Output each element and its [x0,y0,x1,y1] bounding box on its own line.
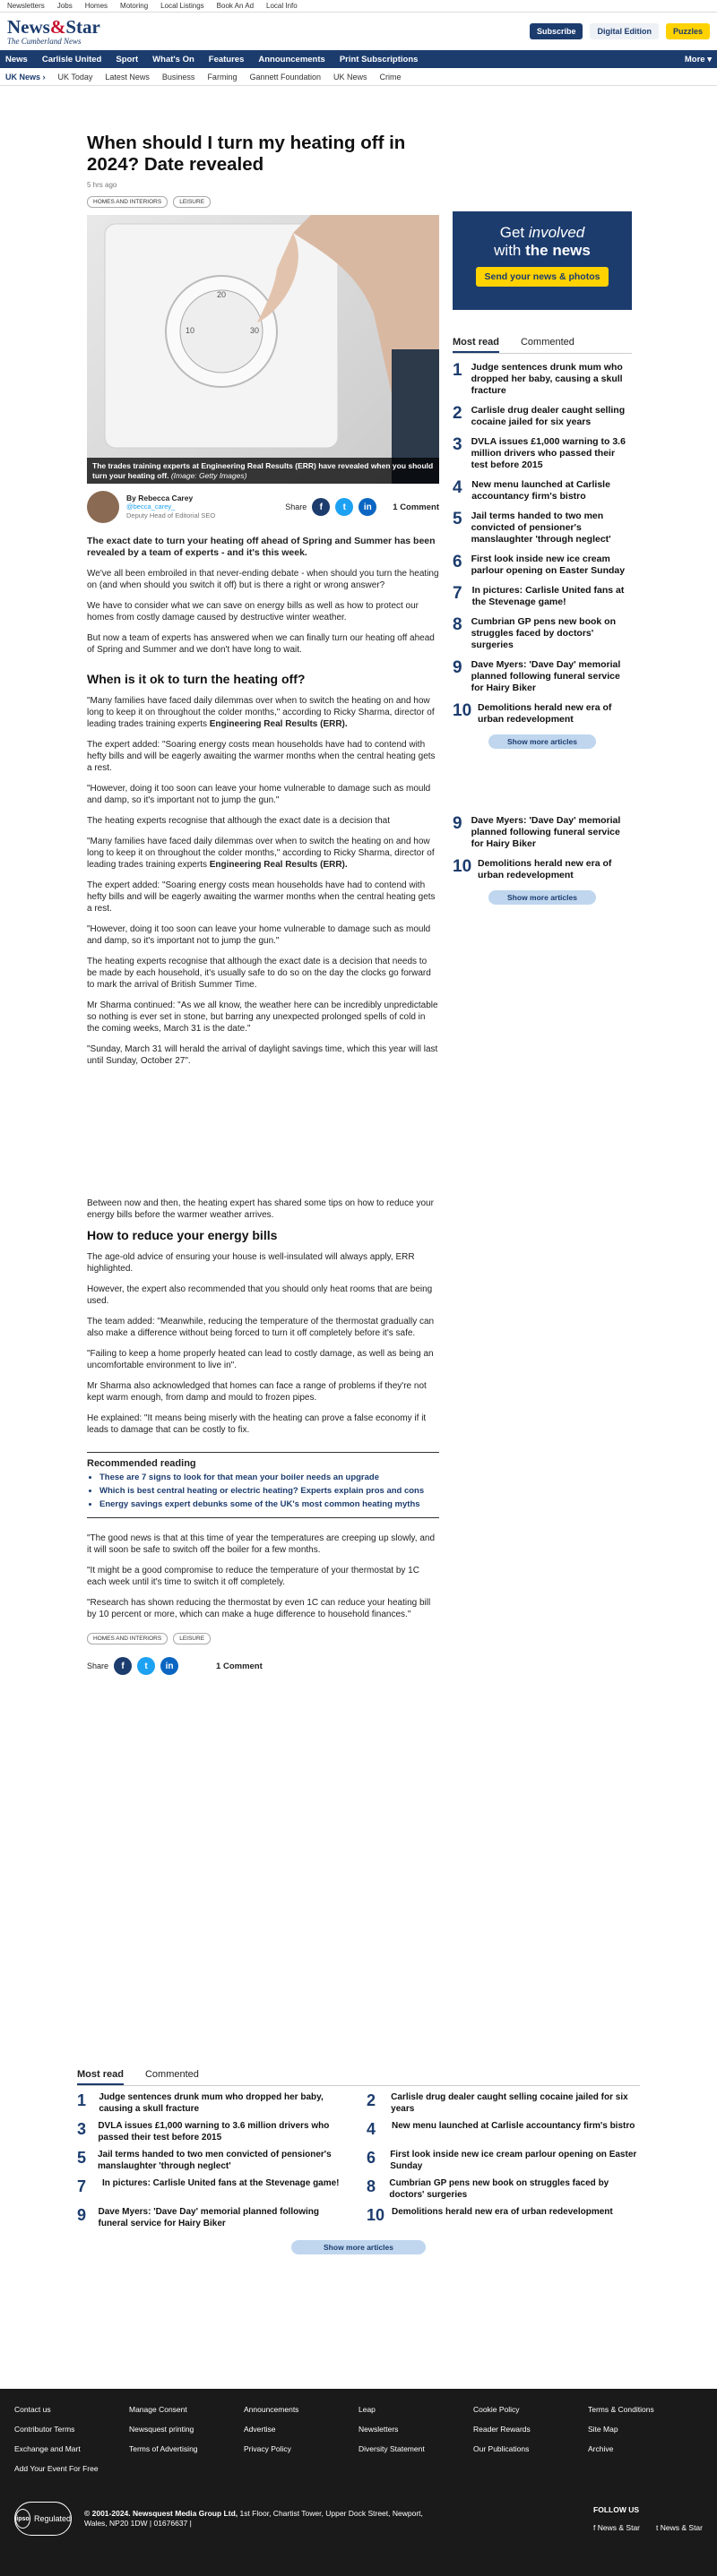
nav-item[interactable]: Sport [116,54,139,64]
err-link[interactable]: Engineering Real Results (ERR). [209,860,348,870]
share-label: Share [87,1662,109,1670]
nav-item[interactable]: Print Subscriptions [339,54,419,64]
rank-number: 4 [453,478,462,497]
paragraph: Between now and then, the heating expert has shared some tips on how to reduce your energy bills before the warmer weather arrives. [87,1198,434,1220]
linkedin-icon[interactable]: in [358,498,376,516]
most-read-item[interactable] [367,2092,640,2115]
rank-number: 6 [453,553,462,571]
rank-number: 5 [77,2149,87,2167]
paragraph: The expert added: "Soaring energy costs mean households have had to contend with hefty bills and will be eagerly awaiting the warmer months when the central heating gets a rest. [87,880,436,914]
most-read-title[interactable]: New menu launched at Carlisle accountancy firm's bistro [392,2121,635,2131]
footer-link[interactable]: Reader Rewards [473,2425,531,2434]
svg-text:20: 20 [216,290,227,299]
paragraph: "Many families have faced daily dilemmas over when to switch the heating on and how long to keep it on throughout the colder months," according to Ricky Sharma, director of leading trades training experts Engineering Real Results (ERR). [87,696,435,729]
subnav-item[interactable]: UK Today [57,72,93,82]
article-timestamp: 5 hrs ago [87,181,117,189]
most-read-title[interactable]: Dave Myers: 'Dave Day' memorial planned following funeral service for Hairy Biker [471,659,621,693]
paragraph: The team added: "Meanwhile, reducing the temperature of the thermostat gradually can also make a difference without being forced to turn it off completely before it's safe. [87,1317,435,1338]
most-read-item[interactable] [453,815,632,850]
paragraph: "Sunday, March 31 will herald the arrival of daylight savings time, which this year will last until Sunday, October 27". [87,1044,438,1066]
subnav-item[interactable]: Business [161,72,195,82]
footer-link[interactable]: Contact us [14,2405,51,2414]
ipso-icon: ipso [15,2509,30,2529]
footer-link[interactable]: Exchange and Mart [14,2444,81,2453]
footer-link[interactable]: Contributor Terms [14,2425,75,2434]
paragraph: The heating experts recognise that although the exact date is a decision that [87,816,390,826]
send-news-button[interactable]: Send your news & photos [476,267,609,287]
rank-number: 2 [367,2091,376,2109]
most-read-title[interactable]: Cumbrian GP pens new book on struggles faced by doctors' surgeries [471,616,616,650]
paragraph: "However, doing it too soon can leave your home vulnerable to damage such as mould and damp, so it's important not to jump the gun." [87,784,431,805]
comment-count[interactable]: 1 Comment [216,1661,263,1671]
twitter-icon[interactable]: t [335,498,353,516]
article-body [87,536,439,1620]
show-more-button[interactable]: Show more articles [488,890,596,905]
most-read-title[interactable]: Carlisle drug dealer caught selling cocaine jailed for six years [471,405,626,427]
subnav-item[interactable]: Latest News [105,72,150,82]
most-read-title[interactable]: Carlisle drug dealer caught selling cocaine jailed for six years [391,2092,628,2114]
tag-chip[interactable]: LEISURE [173,1633,211,1644]
most-read-item[interactable] [453,616,632,651]
most-read-item[interactable] [453,405,632,428]
copyright: © 2001-2024. Newsquest Media Group Ltd, 1st Floor, Chartist Tower, Upper Dock Street, Newport, Wales, NP20 1DW | 01676637 | [84,2509,423,2528]
rank-number: 7 [453,584,462,603]
paragraph: But now a team of experts has answered when we can finally turn our heating off ahead of Spring and Summer and we don't have long to wait. [87,633,435,655]
most-read-item[interactable] [367,2178,640,2201]
subscribe-button[interactable]: Subscribe [530,23,583,39]
facebook-link[interactable]: f News & Star [593,2523,641,2532]
rank-number: 8 [453,615,462,634]
most-read-item[interactable] [77,2178,350,2201]
most-read-title[interactable]: Demolitions herald new era of urban redevelopment [478,702,612,725]
footer-link[interactable]: Newsletters [358,2425,399,2434]
most-read-list [453,362,632,726]
most-read-item[interactable] [453,702,632,726]
paragraph: We have to consider what we can save on energy bills as well as how to protect our homes from costly damage caused by destructive winter weather. [87,601,419,623]
comment-count[interactable]: 1 Comment [393,502,439,512]
tab-most-read[interactable]: Most read [453,337,499,353]
recommended-title: Recommended reading [87,1458,196,1469]
rank-number: 1 [453,361,462,380]
rank-number: 2 [453,404,462,423]
rank-number: 3 [77,2120,87,2138]
most-read-list-extra [453,815,632,881]
rank-number: 10 [367,2206,385,2224]
top-link[interactable]: Homes [84,2,108,10]
site-logo[interactable]: News&Star The Cumberland News [7,15,100,46]
share-bottom [87,1657,439,1675]
article [87,124,439,1675]
subnav-uk-news[interactable]: UK News › [5,72,46,82]
footer-link[interactable]: Our Publications [473,2444,530,2453]
most-read-item[interactable] [77,2150,350,2172]
most-read-title[interactable]: Demolitions herald new era of urban redevelopment [478,858,612,880]
top-link[interactable]: Book An Ad [216,2,255,10]
footer-link[interactable]: Terms & Conditions [588,2405,654,2414]
footer-link[interactable]: Announcements [244,2405,299,2414]
tag-chip[interactable]: LEISURE [173,196,211,208]
nav-item[interactable]: News [5,54,28,64]
most-read-title[interactable]: First look inside new ice cream parlour opening on Easter Sunday [390,2150,637,2171]
footer-link[interactable]: Manage Consent [129,2405,187,2414]
paragraph: The expert added: "Soaring energy costs mean households have had to contend with hefty bills and will be eagerly awaiting the warmer months when the central heating gets a rest. [87,740,436,773]
subnav-item[interactable]: Farming [207,72,238,82]
most-read-title[interactable]: Cumbrian GP pens new book on struggles faced by doctors' surgeries [389,2178,609,2200]
most-read-item[interactable] [453,362,632,397]
bottom-tabs [77,2069,640,2086]
bottom-most-read [77,2069,640,2254]
tab-most-read[interactable]: Most read [77,2069,124,2085]
subnav-item[interactable]: Crime [379,72,402,82]
svg-text:10: 10 [186,326,195,335]
puzzles-button[interactable]: Puzzles [666,23,710,39]
most-read-title[interactable]: Demolitions herald new era of urban redevelopment [392,2207,613,2217]
most-read-item[interactable] [367,2150,640,2172]
rank-number: 5 [453,510,462,528]
paragraph: "Failing to keep a home properly heated can lead to costly damage, as well as being an uncomfortable environment to live in". [87,1349,434,1370]
paragraph: "However, doing it too soon can leave your home vulnerable to damage such as mould and damp, so it's important not to jump the gun." [87,924,431,946]
rank-number: 9 [453,814,462,833]
paragraph: "It might be a good compromise to reduce the temperature of your thermostat by 1C each week until it's time to switch it off completely. [87,1566,419,1587]
author-handle[interactable]: @becca_carey_ [126,502,176,511]
svg-text:30: 30 [250,326,260,335]
rank-number: 10 [453,701,472,720]
paragraph: However, the expert also recommended that you should only heat rooms that are being used. [87,1284,433,1306]
subnav-item[interactable]: Gannett Foundation [249,72,322,82]
paragraph: "Many families have faced daily dilemmas over when to switch the heating on and how long to keep it on throughout the colder months," according to Ricky Sharma, director of leading trades training experts Engineering Real Results (ERR). [87,837,435,870]
ad-space [87,1067,439,1189]
most-read-item[interactable] [453,511,632,545]
rank-number: 4 [367,2120,376,2138]
footer-link[interactable]: Site Map [588,2425,618,2434]
recommended-link[interactable]: • Which is best central heating or electric heating? Experts explain pros and cons [99,1486,439,1497]
footer-link[interactable]: Advertise [244,2425,276,2434]
linkedin-icon[interactable]: in [160,1657,178,1675]
digital-edition-button[interactable]: Digital Edition [590,23,659,39]
top-link[interactable]: Newsletters [7,2,45,10]
err-link[interactable]: Engineering Real Results (ERR). [209,719,348,729]
paragraph: Mr Sharma also acknowledged that homes can face a range of problems if they're not kept warm enough, from damp and mould to frozen pipes. [87,1381,427,1403]
most-read-item[interactable] [77,2121,350,2143]
sub-nav [0,68,717,86]
most-read-item[interactable] [453,479,632,502]
most-read-item[interactable] [453,436,632,471]
paragraph: We've all been embroiled in that never-ending debate - when should you turn the heating on (and when should you switch it off) but is there a right or wrong answer? [87,569,439,590]
follow-us: FOLLOW US f News & Star t News & Star [593,2505,703,2532]
top-link[interactable]: Jobs [56,2,73,10]
nav-item[interactable]: What's On [152,54,194,64]
footer-link[interactable]: Diversity Statement [358,2444,425,2453]
rank-number: 6 [367,2149,376,2167]
article-title: When should I turn my heating off in 2024? Date revealed [87,133,406,175]
paragraph: "Research has shown reducing the thermostat by even 1C can reduce your heating bill by 10 percent or more, which can make a huge difference to household finances." [87,1598,431,1619]
footer [0,2389,717,2576]
subheading: When is it ok to turn the heating off? [87,672,306,686]
main-nav [0,50,717,68]
most-read-item[interactable] [453,659,632,694]
footer-link[interactable]: Newsquest printing [129,2425,194,2434]
paragraph: The age-old advice of ensuring your house is well-insulated will always apply, ERR highlighted. [87,1252,415,1274]
tag-chip[interactable]: HOMES AND INTERIORS [87,196,168,208]
facebook-icon[interactable]: f [312,498,330,516]
most-read-title[interactable]: New menu launched at Carlisle accountancy firm's bistro [471,479,610,502]
most-read-tabs [453,337,632,354]
nav-more[interactable]: More ▾ [684,54,712,64]
tab-commented[interactable]: Commented [144,2069,199,2080]
top-link[interactable]: Motoring [120,2,149,10]
article-tags-bottom [87,1633,439,1644]
author-name[interactable]: By Rebecca Carey [126,494,194,502]
tab-commented[interactable]: Commented [520,337,574,348]
paragraph: Mr Sharma continued: "As we all know, the weather here can be incredibly unpredictable so nothing is ever set in stone, but barring any unexpected prolonged spells of cold in the coming weeks, March 31 is the date." [87,1000,438,1034]
avatar [87,491,119,523]
author-role: Deputy Head of Editorial SEO [126,511,216,519]
rank-number: 9 [77,2206,87,2224]
footer-link[interactable]: Terms of Advertising [129,2444,198,2453]
nav-item[interactable]: Carlisle United [41,54,102,64]
recommended-link[interactable]: • Energy savings expert debunks some of the UK's most common heating myths [99,1499,439,1510]
twitter-link[interactable]: t News & Star [656,2523,703,2532]
thermostat-photo [87,215,439,484]
top-link[interactable]: Local Listings [160,2,204,10]
footer-link[interactable]: Leap [358,2405,376,2414]
most-read-item[interactable] [367,2121,640,2143]
subnav-item[interactable]: UK News [333,72,367,82]
image-caption: The trades training experts at Engineering Real Results (ERR) have revealed when you should turn your heating off. (Image: Getty Images) [87,458,439,484]
footer-link[interactable]: Add Your Event For Free [14,2464,99,2473]
rank-number: 8 [367,2177,376,2195]
most-read-item[interactable] [367,2207,640,2229]
footer-link[interactable]: Archive [588,2444,614,2453]
masthead [0,13,717,50]
top-links [0,0,717,13]
footer-link[interactable]: Cookie Policy [473,2405,520,2414]
paragraph: The heating experts recognise that although the exact date is a decision that needs to be made by each household, it's usually safe to do so on the day the clocks go forward to mark the arrival of British Summer Time. [87,957,431,990]
show-more-button[interactable]: Show more articles [488,734,596,749]
most-read-item[interactable] [77,2207,350,2229]
most-read-title[interactable]: In pictures: Carlisle United fans at the Stevenage game! [102,2178,340,2188]
most-read-title[interactable]: Judge sentences drunk mum who dropped her baby, causing a skull fracture [471,362,623,396]
most-read-title[interactable]: Dave Myers: 'Dave Day' memorial planned following funeral service for Hairy Biker [98,2207,319,2228]
nav-item[interactable]: Announcements [258,54,325,64]
article-lead: The exact date to turn your heating off ahead of Spring and Summer has been revealed by a team of experts - and it's this week. [87,536,436,558]
hero-image [87,215,439,484]
twitter-icon[interactable]: t [137,1657,155,1675]
rank-number: 10 [453,857,472,876]
ipso-badge[interactable]: ipso Regulated [14,2502,72,2536]
most-read-title[interactable]: DVLA issues £1,000 warning to 3.6 million drivers who passed their test before 2015 [98,2121,330,2142]
most-read-item[interactable] [453,585,632,608]
tag-chip[interactable]: HOMES AND INTERIORS [87,1633,168,1644]
footer-link[interactable]: Privacy Policy [244,2444,291,2453]
most-read-title[interactable]: Judge sentences drunk mum who dropped her baby, causing a skull fracture [99,2092,324,2114]
most-read-title[interactable]: Jail terms handed to two men convicted of pensioner's manslaughter 'through neglect' [471,511,611,545]
paragraph: "The good news is that at this time of year the temperatures are creeping up slowly, and it will soon be safe to switch off the boiler for a few months. [87,1533,436,1555]
recommended-link[interactable]: • These are 7 signs to look for that mean your boiler needs an upgrade [99,1473,439,1483]
most-read-title[interactable]: Jail terms handed to two men convicted of pensioner's manslaughter 'through neglect' [97,2150,332,2171]
facebook-icon[interactable]: f [114,1657,132,1675]
share-label: Share [285,502,307,511]
most-read-title[interactable]: First look inside new ice cream parlour opening on Easter Sunday [471,554,626,576]
most-read-item[interactable] [453,554,632,577]
top-link[interactable]: Local Info [266,2,298,10]
rank-number: 3 [453,435,462,454]
article-tags [87,196,439,208]
most-read-title[interactable]: In pictures: Carlisle United fans at the Stevenage game! [471,585,625,607]
most-read-title[interactable]: Dave Myers: 'Dave Day' memorial planned following funeral service for Hairy Biker [471,815,621,849]
rank-number: 9 [453,658,462,677]
subheading: How to reduce your energy bills [87,1228,278,1242]
most-read-item[interactable] [453,858,632,881]
paragraph: He explained: "It means being miserly with the heating can prove a false economy if it leads to damage that can be costly to fix. [87,1413,427,1435]
rank-number: 7 [77,2177,87,2195]
nav-item[interactable]: Features [208,54,245,64]
recommended-reading [87,1452,439,1518]
show-more-button[interactable]: Show more articles [291,2240,426,2254]
send-news-promo: Get involved with the news Send your news & photos [453,211,632,310]
rank-number: 1 [77,2091,87,2109]
sidebar [453,211,632,905]
most-read-title[interactable]: DVLA issues £1,000 warning to 3.6 million drivers who passed their test before 2015 [471,436,626,470]
most-read-item[interactable] [77,2092,350,2115]
author-block [87,491,439,523]
